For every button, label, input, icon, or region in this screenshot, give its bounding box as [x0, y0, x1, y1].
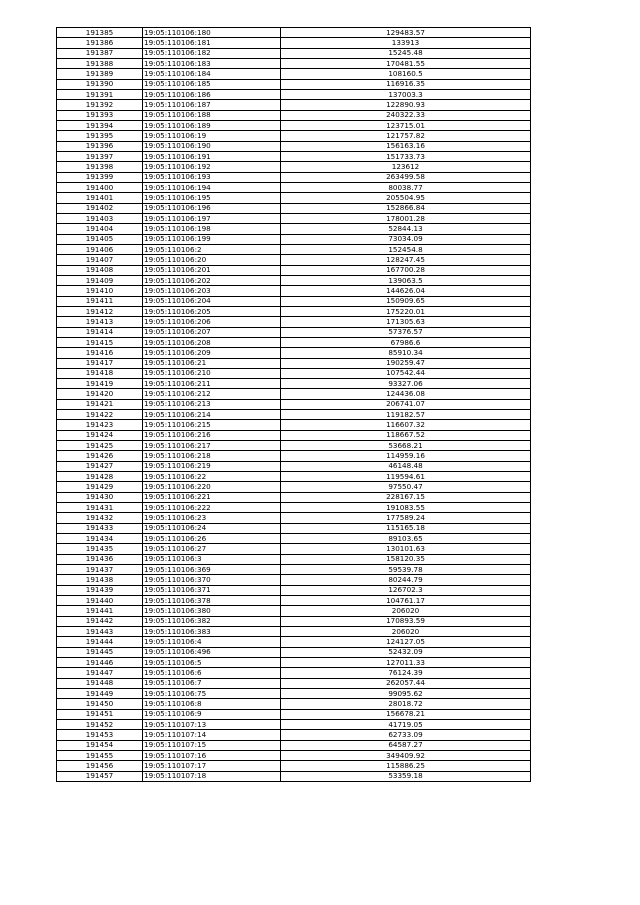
amount-cell: 177589.24	[281, 513, 531, 523]
table-row	[57, 48, 531, 58]
amount-cell: 118667.52	[281, 430, 531, 440]
row-id-cell: 191445	[57, 647, 143, 657]
cadastral-number-cell: 19:05:110106:193	[143, 172, 281, 182]
row-id-cell: 191448	[57, 678, 143, 688]
cadastral-number-cell: 19:05:110107:18	[143, 771, 281, 781]
row-id-cell: 191393	[57, 110, 143, 120]
table-row	[57, 89, 531, 99]
cadastral-number-cell: 19:05:110106:27	[143, 544, 281, 554]
cadastral-number-cell: 19:05:110106:191	[143, 151, 281, 161]
row-id-cell: 191426	[57, 451, 143, 461]
table-row	[57, 750, 531, 760]
table-row	[57, 761, 531, 771]
amount-cell: 128247.45	[281, 255, 531, 265]
cadastral-number-cell: 19:05:110106:215	[143, 420, 281, 430]
amount-cell: 167700.28	[281, 265, 531, 275]
amount-cell: 129483.57	[281, 28, 531, 38]
cadastral-number-cell: 19:05:110106:205	[143, 306, 281, 316]
table-row	[57, 337, 531, 347]
table-row	[57, 410, 531, 420]
table-row	[57, 213, 531, 223]
row-id-cell: 191414	[57, 327, 143, 337]
table-row	[57, 689, 531, 699]
amount-cell: 116607.32	[281, 420, 531, 430]
amount-cell: 107542.44	[281, 368, 531, 378]
amount-cell: 152454.8	[281, 244, 531, 254]
row-id-cell: 191451	[57, 709, 143, 719]
cadastral-number-cell: 19:05:110106:221	[143, 492, 281, 502]
cadastral-number-cell: 19:05:110106:382	[143, 616, 281, 626]
cadastral-number-cell: 19:05:110106:194	[143, 182, 281, 192]
cadastral-number-cell: 19:05:110106:213	[143, 399, 281, 409]
amount-cell: 349409.92	[281, 750, 531, 760]
row-id-cell: 191421	[57, 399, 143, 409]
table-row	[57, 379, 531, 389]
cadastral-number-cell: 19:05:110106:202	[143, 275, 281, 285]
amount-cell: 99095.62	[281, 689, 531, 699]
table-row	[57, 420, 531, 430]
row-id-cell: 191438	[57, 575, 143, 585]
cadastral-number-cell: 19:05:110106:6	[143, 668, 281, 678]
row-id-cell: 191423	[57, 420, 143, 430]
amount-cell: 228167.15	[281, 492, 531, 502]
table-row	[57, 224, 531, 234]
row-id-cell: 191453	[57, 730, 143, 740]
amount-cell: 122890.93	[281, 100, 531, 110]
cadastral-number-cell: 19:05:110106:209	[143, 348, 281, 358]
table-row	[57, 100, 531, 110]
amount-cell: 46148.48	[281, 461, 531, 471]
table-row	[57, 120, 531, 130]
amount-cell: 28018.72	[281, 699, 531, 709]
amount-cell: 262057.44	[281, 678, 531, 688]
amount-cell: 52432.09	[281, 647, 531, 657]
amount-cell: 97550.47	[281, 482, 531, 492]
row-id-cell: 191413	[57, 317, 143, 327]
row-id-cell: 191390	[57, 79, 143, 89]
amount-cell: 115165.18	[281, 523, 531, 533]
cadastral-number-cell: 19:05:110107:15	[143, 740, 281, 750]
row-id-cell: 191446	[57, 658, 143, 668]
row-id-cell: 191442	[57, 616, 143, 626]
amount-cell: 104761.17	[281, 596, 531, 606]
amount-cell: 206741.07	[281, 399, 531, 409]
amount-cell: 171305.63	[281, 317, 531, 327]
table-row	[57, 585, 531, 595]
table-row	[57, 69, 531, 79]
cadastral-number-cell: 19:05:110106:19	[143, 131, 281, 141]
cadastral-number-cell: 19:05:110106:21	[143, 358, 281, 368]
table-row	[57, 141, 531, 151]
cadastral-number-cell: 19:05:110106:3	[143, 554, 281, 564]
cadastral-number-cell: 19:05:110106:206	[143, 317, 281, 327]
amount-cell: 121757.82	[281, 131, 531, 141]
table-row	[57, 451, 531, 461]
cadastral-number-cell: 19:05:110106:203	[143, 286, 281, 296]
cadastral-number-cell: 19:05:110106:380	[143, 606, 281, 616]
row-id-cell: 191402	[57, 203, 143, 213]
amount-cell: 139063.5	[281, 275, 531, 285]
row-id-cell: 191440	[57, 596, 143, 606]
row-id-cell: 191387	[57, 48, 143, 58]
cadastral-number-cell: 19:05:110107:17	[143, 761, 281, 771]
row-id-cell: 191424	[57, 430, 143, 440]
amount-cell: 76124.39	[281, 668, 531, 678]
table-row	[57, 616, 531, 626]
table-row	[57, 286, 531, 296]
amount-cell: 126702.3	[281, 585, 531, 595]
table-row	[57, 110, 531, 120]
table-row	[57, 658, 531, 668]
amount-cell: 178001.28	[281, 213, 531, 223]
amount-cell: 144626.04	[281, 286, 531, 296]
table-row	[57, 28, 531, 38]
table-row	[57, 503, 531, 513]
row-id-cell: 191389	[57, 69, 143, 79]
cadastral-number-cell: 19:05:110106:383	[143, 627, 281, 637]
row-id-cell: 191436	[57, 554, 143, 564]
amount-cell: 67986.6	[281, 337, 531, 347]
row-id-cell: 191428	[57, 472, 143, 482]
amount-cell: 127011.33	[281, 658, 531, 668]
amount-cell: 80038.77	[281, 182, 531, 192]
table-row	[57, 368, 531, 378]
row-id-cell: 191391	[57, 89, 143, 99]
cadastral-number-cell: 19:05:110106:26	[143, 534, 281, 544]
table-row	[57, 172, 531, 182]
cadastral-number-cell: 19:05:110106:180	[143, 28, 281, 38]
cadastral-number-cell: 19:05:110106:20	[143, 255, 281, 265]
amount-cell: 115886.25	[281, 761, 531, 771]
row-id-cell: 191447	[57, 668, 143, 678]
amount-cell: 156163.16	[281, 141, 531, 151]
cadastral-number-cell: 19:05:110106:210	[143, 368, 281, 378]
row-id-cell: 191437	[57, 565, 143, 575]
row-id-cell: 191415	[57, 337, 143, 347]
row-id-cell: 191418	[57, 368, 143, 378]
amount-cell: 62733.09	[281, 730, 531, 740]
cadastral-number-cell: 19:05:110106:187	[143, 100, 281, 110]
row-id-cell: 191392	[57, 100, 143, 110]
cadastral-number-cell: 19:05:110106:185	[143, 79, 281, 89]
table-row	[57, 234, 531, 244]
row-id-cell: 191416	[57, 348, 143, 358]
row-id-cell: 191410	[57, 286, 143, 296]
cadastral-number-cell: 19:05:110106:23	[143, 513, 281, 523]
row-id-cell: 191385	[57, 28, 143, 38]
table-row	[57, 38, 531, 48]
cadastral-number-cell: 19:05:110106:2	[143, 244, 281, 254]
table-row	[57, 575, 531, 585]
cadastral-number-cell: 19:05:110106:188	[143, 110, 281, 120]
table-row	[57, 182, 531, 192]
amount-cell: 191083.55	[281, 503, 531, 513]
row-id-cell: 191443	[57, 627, 143, 637]
cadastral-number-cell: 19:05:110106:369	[143, 565, 281, 575]
cadastral-number-cell: 19:05:110106:216	[143, 430, 281, 440]
row-id-cell: 191394	[57, 120, 143, 130]
cadastral-number-cell: 19:05:110107:16	[143, 750, 281, 760]
amount-cell: 114959.16	[281, 451, 531, 461]
cadastral-number-cell: 19:05:110106:7	[143, 678, 281, 688]
cadastral-number-cell: 19:05:110106:211	[143, 379, 281, 389]
data-table	[56, 27, 531, 782]
row-id-cell: 191449	[57, 689, 143, 699]
table-row	[57, 399, 531, 409]
cadastral-number-cell: 19:05:110106:220	[143, 482, 281, 492]
cadastral-number-cell: 19:05:110106:204	[143, 296, 281, 306]
row-id-cell: 191395	[57, 131, 143, 141]
amount-cell: 119594.61	[281, 472, 531, 482]
cadastral-number-cell: 19:05:110106:370	[143, 575, 281, 585]
row-id-cell: 191457	[57, 771, 143, 781]
amount-cell: 64587.27	[281, 740, 531, 750]
table-row	[57, 544, 531, 554]
amount-cell: 116916.35	[281, 79, 531, 89]
amount-cell: 175220.01	[281, 306, 531, 316]
table-row	[57, 306, 531, 316]
cadastral-number-cell: 19:05:110106:189	[143, 120, 281, 130]
table-row	[57, 699, 531, 709]
table-row	[57, 565, 531, 575]
table-row	[57, 534, 531, 544]
cadastral-number-cell: 19:05:110106:183	[143, 58, 281, 68]
table-row	[57, 265, 531, 275]
row-id-cell: 191450	[57, 699, 143, 709]
cadastral-number-cell: 19:05:110106:190	[143, 141, 281, 151]
row-id-cell: 191386	[57, 38, 143, 48]
table-row	[57, 255, 531, 265]
amount-cell: 130101.63	[281, 544, 531, 554]
amount-cell: 41719.05	[281, 719, 531, 729]
table-row	[57, 668, 531, 678]
table-row	[57, 389, 531, 399]
cadastral-number-cell: 19:05:110106:195	[143, 193, 281, 203]
row-id-cell: 191388	[57, 58, 143, 68]
row-id-cell: 191409	[57, 275, 143, 285]
row-id-cell: 191431	[57, 503, 143, 513]
row-id-cell: 191439	[57, 585, 143, 595]
table-row	[57, 348, 531, 358]
table-row	[57, 358, 531, 368]
cadastral-number-cell: 19:05:110106:5	[143, 658, 281, 668]
cadastral-number-cell: 19:05:110106:222	[143, 503, 281, 513]
amount-cell: 151733.73	[281, 151, 531, 161]
table-row	[57, 730, 531, 740]
table-row	[57, 441, 531, 451]
row-id-cell: 191405	[57, 234, 143, 244]
amount-cell: 170481.55	[281, 58, 531, 68]
cadastral-number-cell: 19:05:110106:9	[143, 709, 281, 719]
table-row	[57, 771, 531, 781]
row-id-cell: 191417	[57, 358, 143, 368]
row-id-cell: 191433	[57, 523, 143, 533]
row-id-cell: 191430	[57, 492, 143, 502]
amount-cell: 93327.06	[281, 379, 531, 389]
amount-cell: 53359.18	[281, 771, 531, 781]
table-row	[57, 513, 531, 523]
table-row	[57, 482, 531, 492]
table-body	[57, 28, 531, 782]
cadastral-number-cell: 19:05:110106:199	[143, 234, 281, 244]
row-id-cell: 191444	[57, 637, 143, 647]
amount-cell: 124436.08	[281, 389, 531, 399]
row-id-cell: 191454	[57, 740, 143, 750]
amount-cell: 133913	[281, 38, 531, 48]
table-row	[57, 554, 531, 564]
amount-cell: 119182.57	[281, 410, 531, 420]
row-id-cell: 191420	[57, 389, 143, 399]
table-row	[57, 244, 531, 254]
amount-cell: 53668.21	[281, 441, 531, 451]
row-id-cell: 191434	[57, 534, 143, 544]
table-row	[57, 647, 531, 657]
table-row	[57, 740, 531, 750]
table-row	[57, 162, 531, 172]
table-row	[57, 678, 531, 688]
amount-cell: 170893.59	[281, 616, 531, 626]
table-row	[57, 151, 531, 161]
row-id-cell: 191452	[57, 719, 143, 729]
cadastral-number-cell: 19:05:110106:186	[143, 89, 281, 99]
row-id-cell: 191455	[57, 750, 143, 760]
table-row	[57, 461, 531, 471]
amount-cell: 108160.5	[281, 69, 531, 79]
table-row	[57, 523, 531, 533]
table-row	[57, 627, 531, 637]
amount-cell: 150909.65	[281, 296, 531, 306]
row-id-cell: 191406	[57, 244, 143, 254]
amount-cell: 124127.05	[281, 637, 531, 647]
cadastral-number-cell: 19:05:110106:196	[143, 203, 281, 213]
cadastral-number-cell: 19:05:110106:184	[143, 69, 281, 79]
amount-cell: 52844.13	[281, 224, 531, 234]
table-row	[57, 275, 531, 285]
amount-cell: 123612	[281, 162, 531, 172]
row-id-cell: 191435	[57, 544, 143, 554]
table-row	[57, 131, 531, 141]
cadastral-number-cell: 19:05:110106:181	[143, 38, 281, 48]
amount-cell: 240322.33	[281, 110, 531, 120]
amount-cell: 206020	[281, 606, 531, 616]
cadastral-number-cell: 19:05:110106:182	[143, 48, 281, 58]
cadastral-number-cell: 19:05:110106:496	[143, 647, 281, 657]
cadastral-number-cell: 19:05:110106:217	[143, 441, 281, 451]
row-id-cell: 191400	[57, 182, 143, 192]
amount-cell: 80244.79	[281, 575, 531, 585]
cadastral-number-cell: 19:05:110106:201	[143, 265, 281, 275]
table-row	[57, 596, 531, 606]
cadastral-number-cell: 19:05:110106:8	[143, 699, 281, 709]
table-row	[57, 472, 531, 482]
row-id-cell: 191407	[57, 255, 143, 265]
row-id-cell: 191397	[57, 151, 143, 161]
row-id-cell: 191422	[57, 410, 143, 420]
table-row	[57, 606, 531, 616]
table-row	[57, 719, 531, 729]
row-id-cell: 191425	[57, 441, 143, 451]
amount-cell: 263499.58	[281, 172, 531, 182]
table-row	[57, 492, 531, 502]
row-id-cell: 191419	[57, 379, 143, 389]
table-row	[57, 430, 531, 440]
cadastral-number-cell: 19:05:110106:24	[143, 523, 281, 533]
amount-cell: 152866.84	[281, 203, 531, 213]
cadastral-number-cell: 19:05:110106:208	[143, 337, 281, 347]
amount-cell: 89103.65	[281, 534, 531, 544]
amount-cell: 15245.48	[281, 48, 531, 58]
row-id-cell: 191441	[57, 606, 143, 616]
row-id-cell: 191412	[57, 306, 143, 316]
amount-cell: 85910.34	[281, 348, 531, 358]
table-row	[57, 327, 531, 337]
amount-cell: 158120.35	[281, 554, 531, 564]
row-id-cell: 191408	[57, 265, 143, 275]
row-id-cell: 191427	[57, 461, 143, 471]
amount-cell: 123715.01	[281, 120, 531, 130]
cadastral-number-cell: 19:05:110106:207	[143, 327, 281, 337]
cadastral-number-cell: 19:05:110106:219	[143, 461, 281, 471]
row-id-cell: 191456	[57, 761, 143, 771]
cadastral-number-cell: 19:05:110106:214	[143, 410, 281, 420]
table-row	[57, 79, 531, 89]
table-row	[57, 203, 531, 213]
amount-cell: 205504.95	[281, 193, 531, 203]
amount-cell: 73034.09	[281, 234, 531, 244]
amount-cell: 59539.78	[281, 565, 531, 575]
table-row	[57, 58, 531, 68]
amount-cell: 190259.47	[281, 358, 531, 368]
cadastral-number-cell: 19:05:110106:212	[143, 389, 281, 399]
cadastral-number-cell: 19:05:110107:13	[143, 719, 281, 729]
row-id-cell: 191411	[57, 296, 143, 306]
table-row	[57, 317, 531, 327]
row-id-cell: 191398	[57, 162, 143, 172]
table-row	[57, 193, 531, 203]
cadastral-number-cell: 19:05:110106:192	[143, 162, 281, 172]
cadastral-number-cell: 19:05:110106:4	[143, 637, 281, 647]
cadastral-number-cell: 19:05:110106:75	[143, 689, 281, 699]
row-id-cell: 191403	[57, 213, 143, 223]
cadastral-number-cell: 19:05:110106:378	[143, 596, 281, 606]
amount-cell: 57376.57	[281, 327, 531, 337]
row-id-cell: 191401	[57, 193, 143, 203]
cadastral-number-cell: 19:05:110107:14	[143, 730, 281, 740]
row-id-cell: 191404	[57, 224, 143, 234]
table-row	[57, 637, 531, 647]
amount-cell: 156678.21	[281, 709, 531, 719]
table-row	[57, 296, 531, 306]
row-id-cell: 191432	[57, 513, 143, 523]
row-id-cell: 191429	[57, 482, 143, 492]
cadastral-number-cell: 19:05:110106:198	[143, 224, 281, 234]
cadastral-number-cell: 19:05:110106:22	[143, 472, 281, 482]
cadastral-number-cell: 19:05:110106:218	[143, 451, 281, 461]
row-id-cell: 191396	[57, 141, 143, 151]
row-id-cell: 191399	[57, 172, 143, 182]
amount-cell: 206020	[281, 627, 531, 637]
table-row	[57, 709, 531, 719]
amount-cell: 137003.3	[281, 89, 531, 99]
cadastral-number-cell: 19:05:110106:197	[143, 213, 281, 223]
cadastral-number-cell: 19:05:110106:371	[143, 585, 281, 595]
